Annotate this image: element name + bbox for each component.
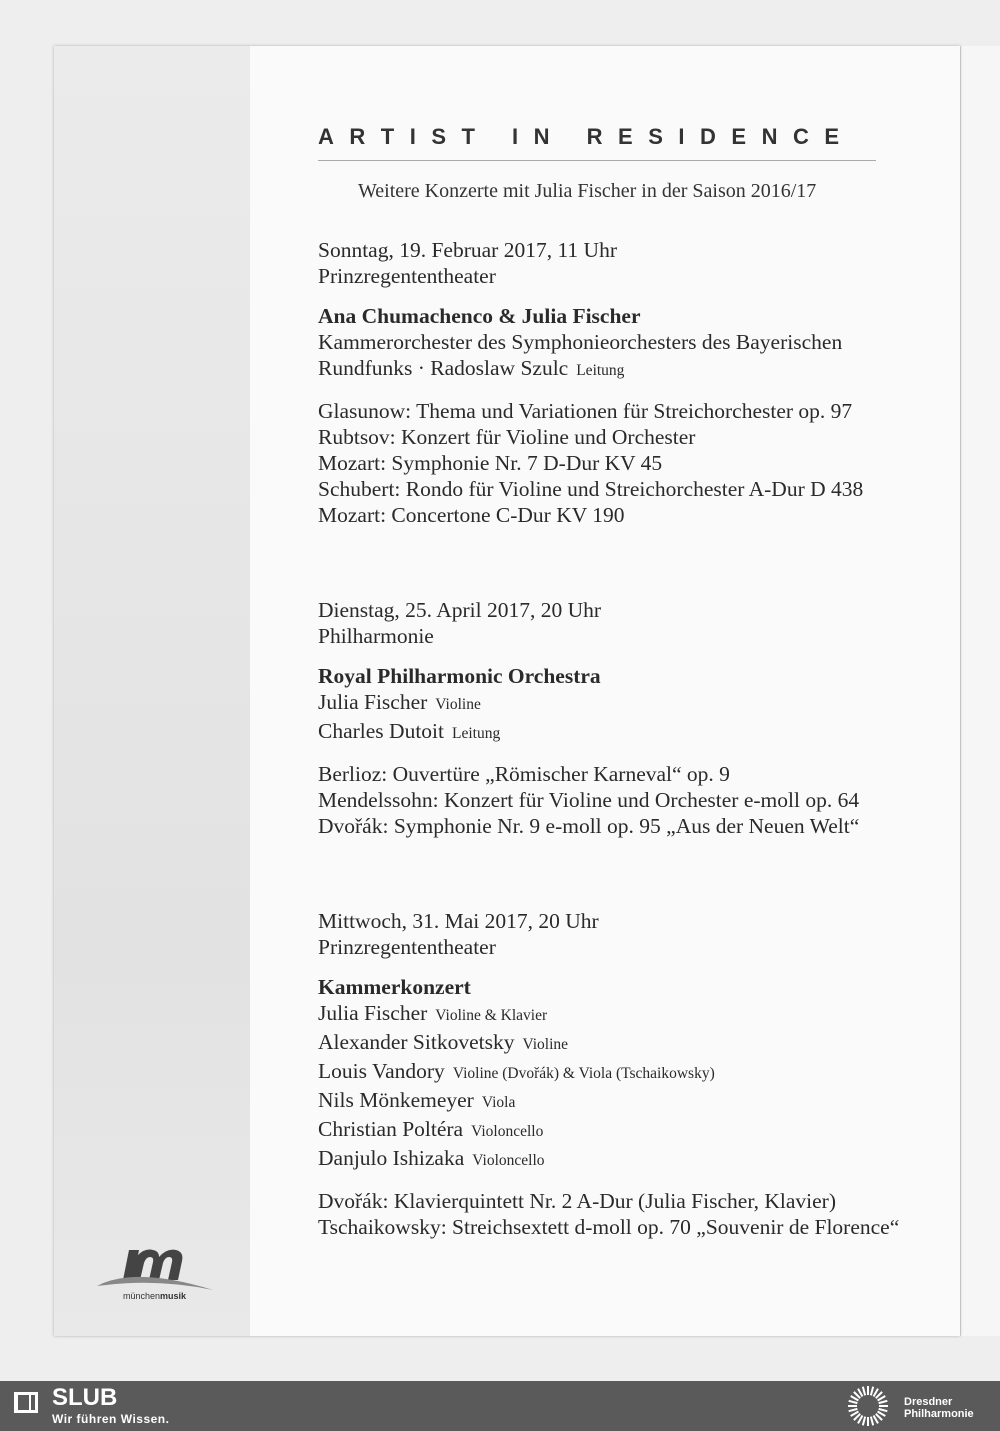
performer-role: Leitung: [576, 362, 625, 379]
program-item: Mozart: Concertone C-Dur KV 190: [318, 503, 625, 527]
ensemble-line: Kammerorchester des Symphonieorchesters des Bayerischen: [318, 330, 843, 354]
performer-role: Viola: [481, 1094, 516, 1111]
concert-2: [318, 597, 938, 839]
philharmonie-sunburst-icon: [842, 1384, 894, 1428]
ensemble-line: [318, 355, 938, 384]
partner-name: [904, 1396, 974, 1420]
performer-line: [318, 1087, 938, 1116]
performer-name: Charles Dutoit: [318, 719, 444, 743]
performer-line: [318, 1145, 938, 1174]
concert-headline: Kammerkonzert: [318, 975, 471, 999]
performer-role: Leitung: [452, 725, 501, 742]
performer-name: Julia Fischer: [318, 690, 428, 714]
program-item: Tschaikowsky: Streichsextett d-moll op. 70 „Souvenir de Florence“: [318, 1215, 900, 1239]
performer-role: Violine & Klavier: [435, 1007, 548, 1024]
program-item: Mendelssohn: Konzert für Violine und Orchester e-moll op. 64: [318, 788, 860, 812]
ensemble-name: Rundfunks · Radoslaw Szulc: [318, 356, 569, 380]
partner-name-line: Dresdner: [904, 1396, 953, 1408]
performer-name: Louis Vandory: [318, 1059, 445, 1083]
performer-name: Alexander Sitkovetsky: [318, 1030, 515, 1054]
performer-role: Violine (Dvořák) & Viola (Tschaikowsky): [452, 1065, 715, 1082]
performer-name: Christian Poltéra: [318, 1117, 464, 1141]
slub-tagline: Wir führen Wissen.: [52, 1412, 170, 1426]
concert-date: Dienstag, 25. April 2017, 20 Uhr: [318, 598, 602, 622]
next-page-edge: [960, 46, 1000, 1336]
slub-book-icon: [13, 1389, 39, 1415]
performer-line: [318, 718, 938, 747]
performer-name: Nils Mönkemeyer: [318, 1088, 474, 1112]
performer-role: Violoncello: [472, 1152, 545, 1169]
slub-name: SLUB: [52, 1384, 118, 1411]
page-subtitle: Weitere Konzerte mit Julia Fischer in der Saison 2016/17: [358, 180, 817, 202]
program-item: Rubtsov: Konzert für Violine und Orchester: [318, 425, 696, 449]
performer-role: Violoncello: [471, 1123, 544, 1140]
program-item: Dvořák: Symphonie Nr. 9 e-moll op. 95 „Aus der Neuen Welt“: [318, 814, 860, 838]
concert-list: [318, 237, 938, 1240]
performer-line: [318, 1000, 938, 1029]
program-item: Dvořák: Klavierquintett Nr. 2 A-Dur (Julia Fischer, Klavier): [318, 1189, 836, 1213]
logo-label: [123, 1291, 186, 1301]
program-item: Glasunow: Thema und Variationen für Streichorchester op. 97: [318, 399, 853, 423]
performer-line: [318, 1029, 938, 1058]
performer-role: Violine: [435, 696, 481, 713]
concert-venue: Philharmonie: [318, 624, 434, 648]
performer-name: Danjulo Ishizaka: [318, 1146, 465, 1170]
concert-1: [318, 237, 938, 528]
performer-role: Violine: [522, 1036, 569, 1053]
page-header: ARTIST IN RESIDENCE: [318, 124, 855, 149]
program-item: Schubert: Rondo für Violine und Streichorchester A-Dur D 438: [318, 477, 864, 501]
partner-name-line: Philharmonie: [904, 1408, 974, 1420]
performer-line: [318, 1116, 938, 1145]
concert-headline: Royal Philharmonic Orchestra: [318, 664, 601, 688]
performer-line: [318, 1058, 938, 1087]
logo-label-bold: musik: [160, 1291, 187, 1301]
concert-date: Mittwoch, 31. Mai 2017, 20 Uhr: [318, 909, 599, 933]
concert-3: [318, 908, 938, 1240]
photo-strip: [54, 46, 250, 1336]
logo-label-regular: münchen: [123, 1291, 161, 1301]
program-item: Berlioz: Ouvertüre „Römischer Karneval“ op. 9: [318, 762, 730, 786]
footer-bar: [0, 1381, 1000, 1431]
header-divider: [318, 160, 876, 161]
performer-line: [318, 689, 938, 718]
concert-venue: Prinzregententheater: [318, 264, 496, 288]
concert-date: Sonntag, 19. Februar 2017, 11 Uhr: [318, 238, 617, 262]
concert-venue: Prinzregententheater: [318, 935, 496, 959]
program-item: Mozart: Symphonie Nr. 7 D-Dur KV 45: [318, 451, 663, 475]
concert-headline: Ana Chumachenco & Julia Fischer: [318, 304, 641, 328]
performer-name: Julia Fischer: [318, 1001, 428, 1025]
